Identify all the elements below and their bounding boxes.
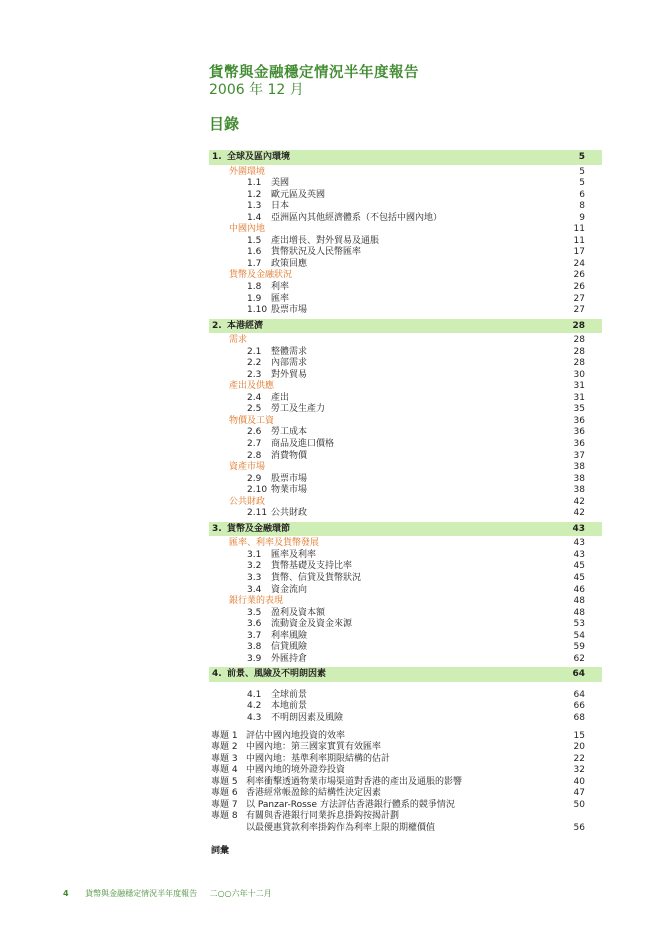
toc-label: 利率衝擊透過物業市場渠道對香港的產出及通脹的影響 <box>246 776 463 787</box>
toc-section[interactable] <box>209 270 602 282</box>
toc-item[interactable] <box>209 654 602 666</box>
toc-page-number: 22 <box>573 753 585 764</box>
toc-number: 專題 8 <box>211 811 238 822</box>
toc-label: 公共財政 <box>271 508 308 519</box>
toc-item[interactable] <box>209 619 602 631</box>
toc-number: 1.5 <box>247 235 262 246</box>
toc-number: 1.7 <box>247 258 262 269</box>
toc-label: 匯率 <box>271 293 290 304</box>
toc-item[interactable] <box>209 573 602 585</box>
toc-item[interactable] <box>209 642 602 654</box>
toc-item[interactable] <box>209 178 602 190</box>
toc-label: 香港經常帳盈餘的結構性決定因素 <box>246 788 382 799</box>
toc-label: 本港經濟 <box>227 320 264 331</box>
toc-page-number: 53 <box>573 619 585 630</box>
toc-number: 2.2 <box>247 358 262 369</box>
toc-box[interactable] <box>209 765 602 777</box>
toc-number: 2.1 <box>247 346 262 357</box>
toc-page-number: 31 <box>573 392 585 403</box>
toc-item[interactable] <box>209 690 602 702</box>
toc-page-number: 11 <box>573 224 585 235</box>
toc-item[interactable] <box>209 347 602 359</box>
toc-label: 內部需求 <box>271 358 308 369</box>
toc-page-number: 66 <box>573 701 585 712</box>
toc-item[interactable] <box>209 247 602 259</box>
toc-number: 2.8 <box>247 450 262 461</box>
toc-chapter[interactable] <box>209 150 602 165</box>
toc-label: 外匯持倉 <box>271 653 308 664</box>
toc-page-number: 38 <box>573 485 585 496</box>
toc-page-number: 30 <box>573 369 585 380</box>
toc-label: 歐元區及英國 <box>271 189 326 200</box>
toc-page-number: 47 <box>573 788 585 799</box>
toc-number: 2.9 <box>247 473 262 484</box>
toc-item[interactable] <box>209 236 602 248</box>
page-footer <box>63 888 272 899</box>
toc-item[interactable] <box>209 439 602 451</box>
toc-page-number: 48 <box>573 596 585 607</box>
toc-label: 物業市場 <box>271 485 308 496</box>
toc-section[interactable] <box>209 224 602 236</box>
toc-label: 股票市場 <box>271 473 308 484</box>
toc-page-number: 28 <box>572 320 585 331</box>
toc-page-number: 43 <box>573 549 585 560</box>
toc-chapter[interactable] <box>209 319 602 334</box>
toc-item[interactable] <box>209 201 602 213</box>
toc-page-number: 40 <box>573 776 585 787</box>
toc-number: 2. <box>212 320 222 331</box>
toc-page-number: 43 <box>572 523 585 534</box>
toc-page-number: 26 <box>573 281 585 292</box>
toc-label: 貨幣狀況及人民幣匯率 <box>271 247 362 258</box>
toc-box[interactable] <box>209 811 602 823</box>
toc-page-number: 59 <box>573 642 585 653</box>
toc-item[interactable] <box>209 631 602 643</box>
toc-page-number: 5 <box>578 152 585 162</box>
toc-spacer <box>209 834 602 846</box>
toc-page-number: 28 <box>573 335 585 346</box>
toc-number: 1.9 <box>247 293 262 304</box>
toc-page-number: 32 <box>573 765 585 776</box>
toc-label: 全球及區內環境 <box>227 152 291 162</box>
toc-number: 1.10 <box>247 305 268 316</box>
toc-number: 1.4 <box>247 212 262 223</box>
toc-number: 2.4 <box>247 392 262 403</box>
toc-label: 貨幣及金融環節 <box>227 523 291 534</box>
toc-label: 匯率、利率及貨幣發展 <box>229 538 320 549</box>
toc-number: 3.7 <box>247 630 262 641</box>
toc-label: 日本 <box>271 201 290 212</box>
toc-label: 全球前景 <box>271 689 308 700</box>
toc-item[interactable] <box>209 585 602 597</box>
toc-label: 對外貿易 <box>271 369 308 380</box>
toc-section[interactable] <box>209 596 602 608</box>
toc-number: 4.1 <box>247 689 262 700</box>
toc-page-number: 28 <box>573 358 585 369</box>
toc-label: 前景、風險及不明朗因素 <box>227 669 327 680</box>
toc-item[interactable] <box>209 550 602 562</box>
toc-section[interactable] <box>209 462 602 474</box>
toc-page-number: 36 <box>573 427 585 438</box>
toc-label: 貨幣及金融狀況 <box>229 270 293 281</box>
toc-label: 需求 <box>229 335 248 346</box>
toc-label: 消費物價 <box>271 450 308 461</box>
footer-date: 二○○六年十二月 <box>209 889 272 898</box>
toc-number: 專題 3 <box>211 753 238 764</box>
toc-box[interactable] <box>209 731 602 743</box>
toc-number: 4. <box>212 669 222 680</box>
toc-label: 政策回應 <box>271 258 308 269</box>
toc-item[interactable] <box>209 508 602 520</box>
toc-number: 3.4 <box>247 584 262 595</box>
toc-item[interactable] <box>209 701 602 713</box>
toc-number: 2.6 <box>247 427 262 438</box>
toc-label: 商品及進口價格 <box>271 439 335 450</box>
toc-page-number: 6 <box>579 189 585 200</box>
toc-label: 不明朗因素及風險 <box>271 712 344 723</box>
toc-box[interactable] <box>209 800 602 812</box>
toc-item[interactable] <box>209 370 602 382</box>
toc-page-number: 50 <box>573 799 585 810</box>
toc-number: 2.7 <box>247 439 262 450</box>
toc-label: 有關與香港銀行同業拆息掛鈎按揭計劃 <box>246 811 400 822</box>
toc-item[interactable] <box>209 294 602 306</box>
toc-label: 股票市場 <box>271 305 308 316</box>
toc-page-number: 37 <box>573 450 585 461</box>
toc-number: 1.3 <box>247 201 262 212</box>
toc-label: 美國 <box>271 178 290 189</box>
toc-number: 專題 6 <box>211 788 238 799</box>
toc-page-number: 46 <box>573 584 585 595</box>
toc-item[interactable] <box>209 713 602 725</box>
toc-item[interactable] <box>209 190 602 202</box>
footer-report-name: 貨幣與金融穩定情況半年度報告 <box>85 889 198 898</box>
toc-item[interactable] <box>209 358 602 370</box>
toc-number: 2.3 <box>247 369 262 380</box>
toc-page-number: 5 <box>579 178 585 189</box>
toc-label: 產出 <box>271 392 290 403</box>
toc-number: 2.10 <box>247 485 268 496</box>
toc-page-number: 64 <box>573 689 585 700</box>
toc-box[interactable] <box>209 823 602 835</box>
toc-page-number: 36 <box>573 415 585 426</box>
toc-glossary[interactable] <box>209 846 602 858</box>
toc-number: 3.1 <box>247 549 262 560</box>
toc-section[interactable] <box>209 416 602 428</box>
toc-page-number: 27 <box>573 293 585 304</box>
toc-item[interactable] <box>209 213 602 225</box>
toc-label: 匯率及利率 <box>271 549 317 560</box>
toc-item[interactable] <box>209 485 602 497</box>
toc-page-number: 28 <box>573 346 585 357</box>
toc-label: 詞彙 <box>211 846 230 857</box>
toc-label: 流動資金及資金來源 <box>271 619 353 630</box>
toc-page-number: 17 <box>573 247 585 258</box>
toc-label: 貨幣基礎及支持比率 <box>271 561 353 572</box>
toc-label: 貨幣、信貸及貨幣狀況 <box>271 573 362 583</box>
toc-page-number: 62 <box>573 653 585 664</box>
toc-number: 3. <box>212 523 222 534</box>
toc-label: 物價及工資 <box>229 415 275 426</box>
toc-number: 2.5 <box>247 404 262 415</box>
toc-label: 中國內地：第三國家實質有效匯率 <box>246 742 382 753</box>
toc-label: 銀行業的表現 <box>229 596 284 607</box>
toc-page-number: 8 <box>579 201 585 212</box>
toc-label: 以最優惠貸款利率掛鈎作為利率上限的期權價值 <box>246 822 436 833</box>
toc-item[interactable] <box>209 427 602 439</box>
toc-section[interactable] <box>209 335 602 347</box>
toc-number: 3.5 <box>247 607 262 618</box>
toc-item[interactable] <box>209 451 602 463</box>
toc-section[interactable] <box>209 381 602 393</box>
toc-page-number: 27 <box>573 305 585 316</box>
toc-section[interactable] <box>209 538 602 550</box>
toc-box[interactable] <box>209 777 602 789</box>
toc-page-number: 54 <box>573 630 585 641</box>
toc-label: 評估中國內地投資的效率 <box>246 730 346 741</box>
toc-page-number: 9 <box>579 212 585 223</box>
toc-item[interactable] <box>209 608 602 620</box>
toc-label: 利率 <box>271 281 290 292</box>
toc-page-number: 42 <box>573 508 585 519</box>
toc-item[interactable] <box>209 259 602 271</box>
toc-page-number: 64 <box>572 669 585 680</box>
toc-label: 信貸風險 <box>271 642 308 653</box>
toc-number: 專題 1 <box>211 730 238 741</box>
toc-page-number: 5 <box>579 166 585 177</box>
table-of-contents <box>209 148 602 858</box>
toc-label: 勞工及生產力 <box>271 404 326 415</box>
toc-page-number: 48 <box>573 607 585 618</box>
toc-label: 勞工成本 <box>271 427 308 438</box>
toc-section[interactable] <box>209 167 602 179</box>
toc-page-number: 68 <box>573 712 585 723</box>
toc-number: 專題 4 <box>211 765 238 776</box>
toc-number: 3.3 <box>247 573 262 583</box>
toc-number: 專題 5 <box>211 776 238 787</box>
toc-box[interactable] <box>209 754 602 766</box>
toc-item[interactable] <box>209 393 602 405</box>
toc-label: 公共財政 <box>229 496 266 507</box>
toc-number: 1. <box>212 152 222 162</box>
toc-page-number: 24 <box>573 258 585 269</box>
toc-label: 整體需求 <box>271 346 308 357</box>
toc-item[interactable] <box>209 474 602 486</box>
toc-label: 外圍環境 <box>229 166 266 177</box>
toc-page-number: 15 <box>573 730 585 741</box>
toc-label: 以 Panzar-Rosse 方法評估香港銀行體系的競爭情況 <box>246 799 455 810</box>
toc-page-number: 56 <box>573 822 585 833</box>
toc-number: 專題 7 <box>211 799 238 810</box>
toc-page-number: 26 <box>573 270 585 281</box>
toc-item[interactable] <box>209 305 602 317</box>
toc-number: 3.9 <box>247 653 262 664</box>
footer-page-number: 4 <box>63 889 69 898</box>
toc-number: 3.8 <box>247 642 262 653</box>
toc-label: 資產市場 <box>229 462 266 473</box>
toc-page-number: 38 <box>573 473 585 484</box>
toc-page-number: 20 <box>573 742 585 753</box>
toc-label: 產出及供應 <box>229 381 275 392</box>
toc-number: 1.8 <box>247 281 262 292</box>
toc-label: 利率風險 <box>271 630 308 641</box>
toc-page-number: 42 <box>573 496 585 507</box>
toc-item[interactable] <box>209 282 602 294</box>
toc-page-number: 35 <box>573 404 585 415</box>
toc-number: 3.6 <box>247 619 262 630</box>
toc-box[interactable] <box>209 742 602 754</box>
toc-page-number: 38 <box>573 462 585 473</box>
toc-page-number: 45 <box>573 573 585 583</box>
toc-number: 1.2 <box>247 189 262 200</box>
toc-page-number: 11 <box>573 235 585 246</box>
toc-number: 專題 2 <box>211 742 238 753</box>
toc-page-number: 31 <box>573 381 585 392</box>
toc-label: 中國內地 <box>229 224 266 235</box>
toc-item[interactable] <box>209 561 602 573</box>
toc-page-number: 45 <box>573 561 585 572</box>
toc-number: 3.2 <box>247 561 262 572</box>
toc-chapter[interactable] <box>209 667 602 682</box>
toc-section[interactable] <box>209 497 602 509</box>
toc-label: 本地前景 <box>271 701 308 712</box>
toc-label: 產出增長、對外貿易及通脹 <box>271 235 380 246</box>
toc-box[interactable] <box>209 788 602 800</box>
toc-label: 亞洲區內其他經濟體系（不包括中國內地） <box>271 212 443 223</box>
toc-label: 中國內地的境外證券投資 <box>246 765 346 776</box>
toc-number: 2.11 <box>247 508 268 519</box>
toc-page-number: 43 <box>573 538 585 549</box>
toc-page-number: 36 <box>573 439 585 450</box>
report-date: 2006 年 12 月 <box>209 82 304 98</box>
contents-heading: 目錄 <box>209 115 240 133</box>
toc-number: 1.1 <box>247 178 262 189</box>
toc-number: 4.3 <box>247 712 262 723</box>
toc-number: 4.2 <box>247 701 262 712</box>
toc-number: 1.6 <box>247 247 262 258</box>
toc-label: 盈利及資本額 <box>271 607 326 618</box>
toc-label: 資金流向 <box>271 584 308 595</box>
toc-item[interactable] <box>209 404 602 416</box>
toc-label: 中國內地：基準利率期限結構的估計 <box>246 753 391 764</box>
report-title: 貨幣與金融穩定情況半年度報告 <box>209 65 419 81</box>
toc-chapter[interactable] <box>209 522 602 537</box>
